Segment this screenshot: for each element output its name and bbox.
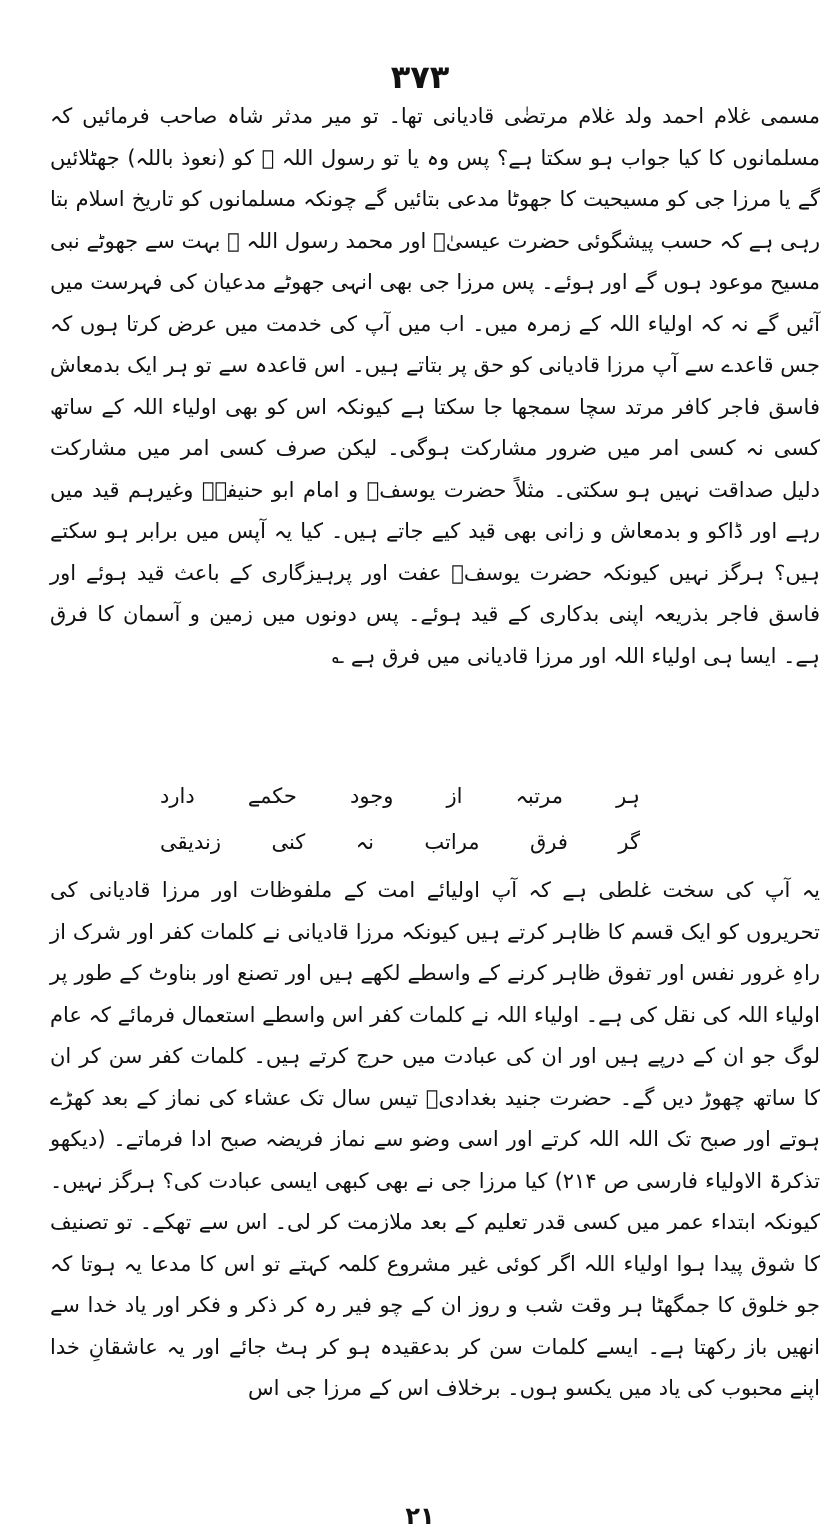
paragraph-2: یہ آپ کی سخت غلطی ہے کہ آپ اولیائے امت کے ملفوظات اور مرزا قادیانی کی تحریروں کو ایک قسم کا ظاہر کرتے ہیں کیونکہ مرزا قادیانی نے کلمات کفر اور شرک از راہِ غرور نفس اور تفوق ظاہر کرنے کے واسطے لکھے ہیں اور تصنع اور بناوٹ کے طور پر اولیاء اللہ کی نقل کی ہے۔ اولیاء اللہ نے کلمات کفر اس واسطے استعمال فرمائے کہ عام لوگ جو ان کے درپے ہیں اور ان کی عبادت میں حرج کرتے ہیں۔ کلمات کفر سن کر ان کا ساتھ چھوڑ دیں گے۔ حضرت جنید بغدادیؒ تیس سال تک عشاء کی نماز کے بعد کھڑے ہوتے اور صبح تک اللہ اللہ کرتے اور اسی وضو سے نماز فریضہ صبح ادا فرماتے۔ (دیکھو تذکرۃ الاولیاء فارسی ص ۲۱۴) کیا مرزا جی نے بھی کبھی ایسی عبادت کی؟ ہرگز نہیں۔ کیونکہ ابتداء عمر میں کسی قدر تعلیم کے بعد ملازمت کر لی۔ اس سے تھکے۔ تو تصنیف کا شوق پیدا ہوا اولیاء اللہ اگر کوئی غیر مشروع کلمہ کہتے تو اس کا مدعا یہ ہوتا کہ جو خلوق کا جمگھٹا ہر وقت شب و روز ان کے چو فیر رہ کر ذکر و فکر اور یاد خدا سے انھیں باز رکھتا ہے۔ ایسے کلمات سن کر بدعقیدہ ہو کر ہٹ جائے اور یہ عاشقانِ خدا اپنے محبوب کی یاد میں یکسو ہوں۔ برخلاف اس کے مرزا جی اس: [50, 878, 820, 1400]
verse-word: دارد: [160, 784, 195, 808]
verse-word: زندیقی: [160, 830, 221, 854]
verse-line-2: [160, 822, 640, 862]
verse-line-1: [160, 776, 640, 816]
page-number-footer: ۲۱: [405, 1502, 435, 1530]
verse-word: فرق: [530, 830, 568, 854]
verse-word: حکمے: [247, 784, 297, 808]
verse-word: مراتب: [424, 830, 480, 854]
verse-word: کنی: [271, 830, 306, 854]
page-number-header: ۳۷۳: [390, 58, 450, 96]
verse-word: وجود: [350, 784, 394, 808]
verse-word: مرتبہ: [515, 784, 563, 808]
verse-word: نہ: [355, 830, 374, 854]
paragraph-1: مسمی غلام احمد ولد غلام مرتضٰی قادیانی تھا۔ تو میر مدثر شاہ صاحب فرمائیں کہ مسلمانوں کا کیا جواب ہو سکتا ہے؟ پس وہ یا تو رسول اللہ ﷺ کو (نعوذ باللہ) جھٹلائیں گے یا مرزا جی کو مسیحیت کا جھوٹا مدعی بتائیں گے چونکہ مسلمانوں کو تاریخ اسلام بتا رہی ہے کہ حسب پیشگوئی حضرت عیسیٰؑ اور محمد رسول اللہ ﷺ بہت سے جھوٹے نبی مسیح موعود ہوں گے اور ہوئے۔ پس مرزا جی بھی انہی جھوٹے مدعیان کی فہرست میں آئیں گے نہ کہ اولیاء اللہ کے زمرہ میں۔ اب میں آپ کی خدمت میں عرض کرتا ہوں کہ جس قاعدے سے آپ مرزا قادیانی کو حق پر بتاتے ہیں۔ اس قاعدہ سے تو ہر ایک بدمعاش فاسق فاجر کافر مرتد سچا سمجھا جا سکتا ہے کیونکہ اس کو بھی اولیاء اللہ کے ساتھ کسی نہ کسی امر میں ضرور مشارکت ہوگی۔ لیکن صرف کسی امر میں مشارکت دلیل صداقت نہیں ہو سکتی۔ مثلاً حضرت یوسفؑ و امام ابو حنیفہؒ وغیرہم قید میں رہے اور ڈاکو و بدمعاش و زانی بھی قید کیے جاتے ہیں۔ کیا یہ آپس میں برابر ہو سکتے ہیں؟ ہرگز نہیں کیونکہ حضرت یوسفؑ عفت اور پرہیزگاری کے باعث قید ہوئے اور فاسق فاجر بذریعہ اپنی بدکاری کے قید ہوئے۔ پس دونوں میں زمین و آسمان کا فرق ہے۔ ایسا ہی اولیاء اللہ اور مرزا قادیانی میں فرق ہے ؎: [50, 104, 820, 668]
verse-word: گر: [618, 830, 640, 854]
verse-word: ہر: [616, 784, 640, 808]
verse-word: از: [446, 784, 463, 808]
